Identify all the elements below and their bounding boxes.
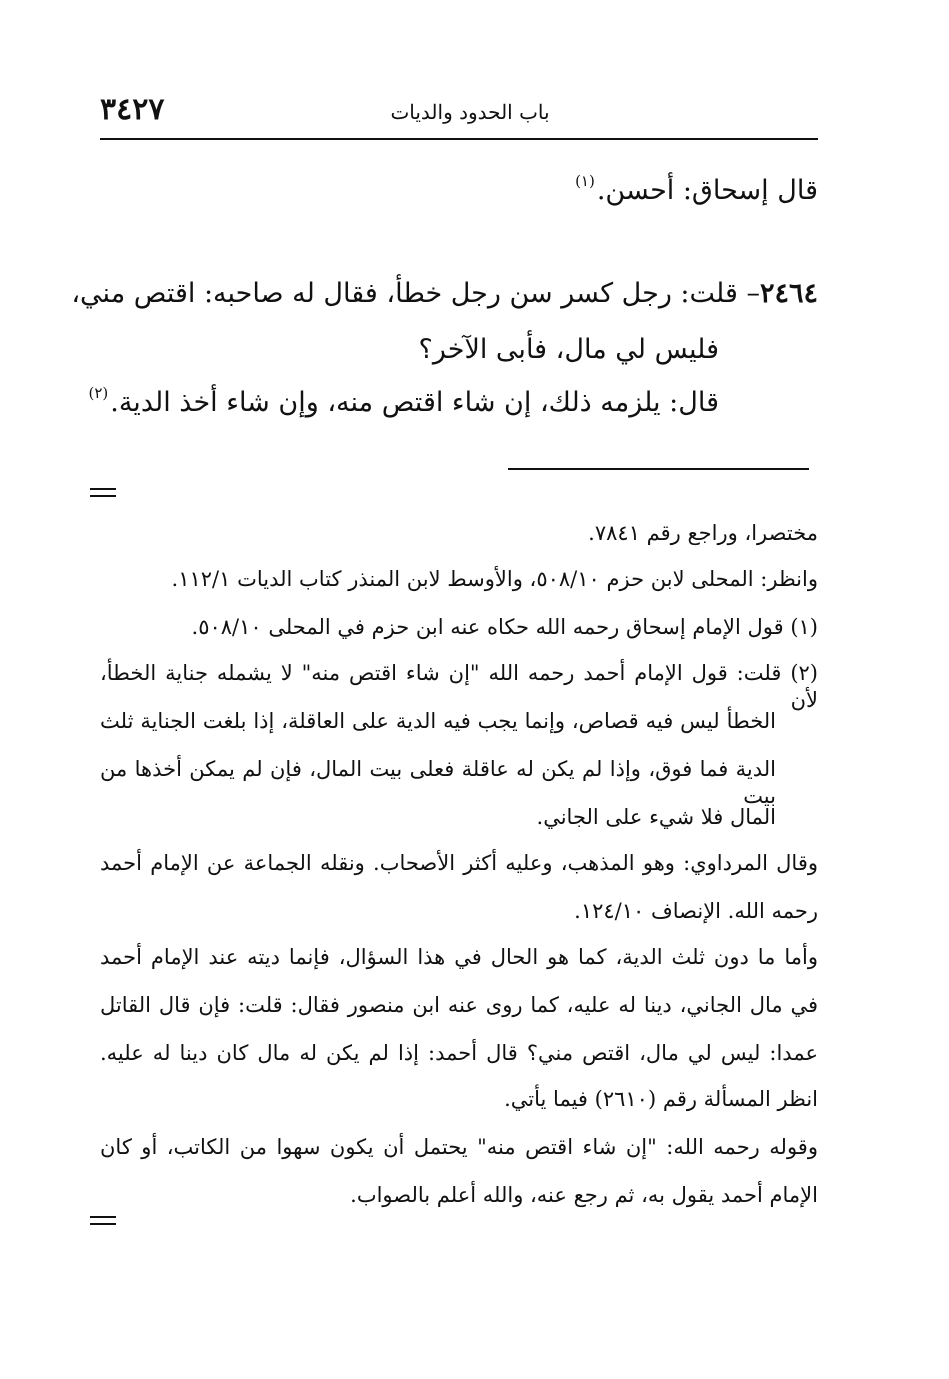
footnote-2-line-3: الدية فما فوق، وإذا لم يكن له عاقلة فعلى بيت المال، فإن لم يمكن أخذها من بيت bbox=[100, 757, 776, 809]
footnote-2-line-8: في مال الجاني، دينا له عليه، كما روى عنه ابن منصور فقال: قلت: فإن قال القاتل bbox=[100, 993, 818, 1017]
ishaq-statement bbox=[575, 172, 818, 208]
footnote-1-text: قول الإمام إسحاق رحمه الله حكاه عنه ابن حزم في المحلى ٥٠٨/١٠. bbox=[191, 615, 784, 639]
continuation-mark-top bbox=[90, 488, 116, 497]
question-line-1 bbox=[71, 276, 818, 311]
footnote-2-line-7: وأما ما دون ثلث الدية، كما هو الحال في هذا السؤال، فإنما ديته عند الإمام أحمد bbox=[100, 945, 818, 969]
footnote-2-line-1 bbox=[100, 660, 818, 715]
footnote-2-text-1: قلت: قول الإمام أحمد رحمه الله "إن شاء اقتص منه" لا يشمله جناية الخطأ، لأن bbox=[100, 661, 818, 713]
footnote-continued-line-1: مختصرا، وراجع رقم ٧٨٤١. bbox=[588, 521, 818, 545]
footnote-2-line-2: الخطأ ليس فيه قصاص، وإنما يجب فيه الدية على العاقلة، إذا بلغت الجناية ثلث bbox=[100, 709, 776, 733]
answer-line bbox=[88, 384, 719, 420]
footnote-2-line-10: انظر المسألة رقم (٢٦١٠) فيما يأتي. bbox=[504, 1087, 818, 1111]
answer-text: قال: يلزمه ذلك، إن شاء اقتص منه، وإن شاء أخذ الدية. bbox=[110, 387, 719, 418]
header-rule bbox=[100, 138, 818, 140]
footnote-2-line-5: وقال المرداوي: وهو المذهب، وعليه أكثر الأصحاب. ونقله الجماعة عن الإمام أحمد bbox=[100, 851, 818, 875]
continuation-mark-bottom bbox=[90, 1216, 116, 1225]
footnote-ref-2: (٢) bbox=[88, 384, 109, 402]
footnote-2-line-11: وقوله رحمه الله: "إن شاء اقتص منه" يحتمل أن يكون سهوا من الكاتب، أو كان bbox=[100, 1135, 818, 1159]
footnote-continued-line-2: وانظر: المحلى لابن حزم ٥٠٨/١٠، والأوسط لابن المنذر كتاب الديات ١١٢/١. bbox=[171, 567, 818, 591]
question-line-2 bbox=[419, 332, 719, 367]
question-dash: – bbox=[746, 278, 760, 309]
question-number: ٢٤٦٤ bbox=[759, 278, 818, 309]
footnote-2-line-12: الإمام أحمد يقول به، ثم رجع عنه، والله أعلم بالصواب. bbox=[350, 1183, 818, 1207]
footnote-2-line-4: المال فلا شيء على الجاني. bbox=[536, 805, 776, 829]
footnote-separator bbox=[508, 468, 809, 470]
page-number: ٣٤٢٧ bbox=[100, 92, 165, 127]
running-title: باب الحدود والديات bbox=[390, 100, 550, 124]
question-text-2: فليس لي مال، فأبى الآخر؟ bbox=[418, 334, 719, 365]
question-text-1: قلت: رجل كسر سن رجل خطأ، فقال له صاحبه: اقتص مني، bbox=[71, 278, 738, 309]
footnote-1-marker: (١) bbox=[790, 615, 818, 639]
footnote-2-line-6: رحمه الله. الإنصاف ١٢٤/١٠. bbox=[574, 899, 818, 923]
footnote-1 bbox=[192, 614, 819, 641]
ishaq-statement-text: قال إسحاق: أحسن. bbox=[596, 175, 818, 206]
footnote-2-marker: (٢) bbox=[790, 661, 818, 685]
footnote-ref-1: (١) bbox=[575, 172, 595, 190]
footnote-2-line-9: عمدا: ليس لي مال، اقتص مني؟ قال أحمد: إذا لم يكن له مال كان دينا له عليه. bbox=[100, 1041, 818, 1065]
